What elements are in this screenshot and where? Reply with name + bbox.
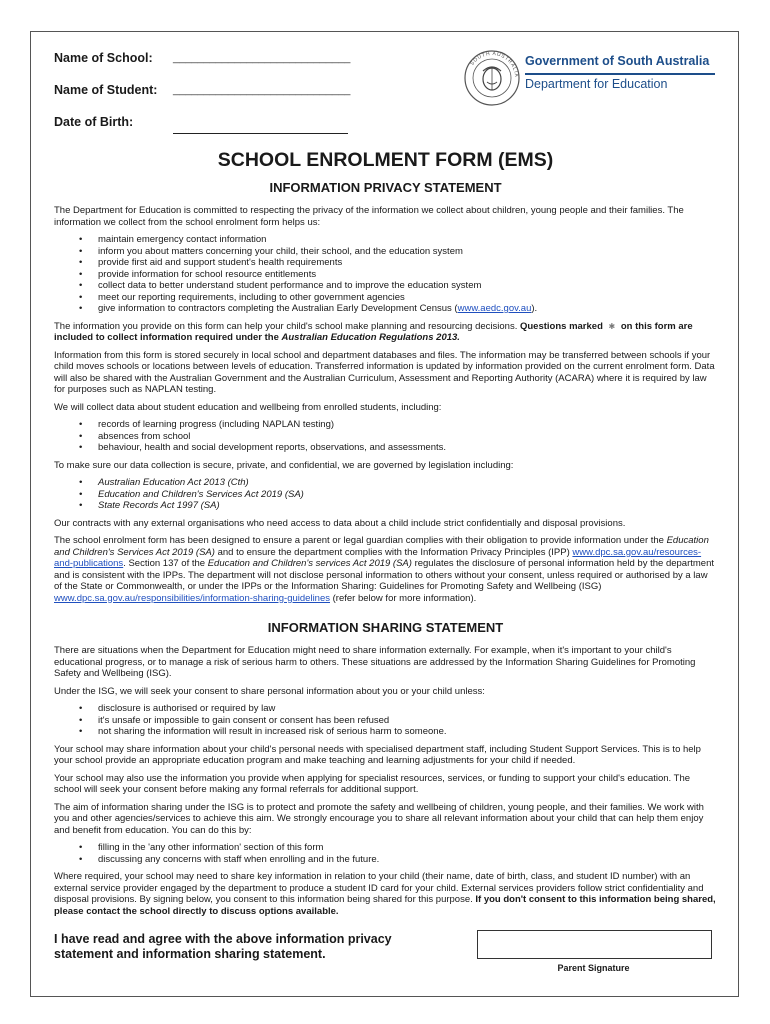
list-item: • collect data to better understand student performance and to improve the education system bbox=[79, 280, 717, 292]
sharing-para-6: Where required, your school may need to share key information in relation to your child (their name, date of birth, class, and student ID number) with an external service provider engaged by the department to produce a student ID card for your child. External services providers follow strict confidentiality and disposal provisions. By signing below, you consent to this information being shared for this purpose. If you don't consent to this information being shared, please contact the school directly to discuss options available. bbox=[54, 871, 716, 917]
asterisk-icon: ✱ bbox=[608, 321, 616, 331]
form-title: SCHOOL ENROLMENT FORM (EMS) bbox=[217, 149, 554, 171]
privacy-statement bbox=[54, 205, 717, 610]
list-item: • Australian Education Act 2013 (Cth) bbox=[79, 477, 717, 489]
aedc-tail: ). bbox=[531, 303, 538, 314]
sharing-para-5: The aim of information sharing under the ISG is to protect and promote the safety and wellbeing of children, young people, and their families. We work with you and other agencies/services to achieve this aim. We strongly encourage you to share all relevant information about your child that can help them enjoy and benefit from education. You can do this by: bbox=[54, 801, 704, 836]
list-item: • behaviour, health and social development reports, observations, and assessments. bbox=[79, 442, 717, 454]
privacy-purpose-list bbox=[54, 234, 717, 315]
sharing-para-4: Your school may also use the information you provide when applying for specialist resources, services, or funding to support your child's education. The school will seek your consent before making any formal referrals for additional support. bbox=[54, 772, 691, 795]
list-item: • it's unsafe or impossible to gain consent or consent has been refused bbox=[79, 715, 717, 727]
privacy-para-7: The school enrolment form has been designed to ensure a parent or legal guardian complies with their obligation to provide information under the Education and Children's Services Act 2019 (SA) and to ensure the department complies with the Information Privacy Principles (IPP) www.dpc.sa.gov.au/resources-and-publications. Section 137 of the Education and Children's services Act 2019 (SA) regulates the disclosure of personal information held by the department and is consistent with the IPPs. The department will not disclose personal information to others without your consent, unless required or authorised by a law of the State or Commonwealth, or under the IPPs or the Information Sharing: Guidelines for Promoting Safety and Wellbeing (ISG) www.dpc.sa.gov.au/responsibilities/information-sharing-guidelines (refer below for more information). bbox=[54, 535, 715, 604]
sharing-para-2: Under the ISG, we will seek your consent to share personal information about you or your child unless: bbox=[54, 685, 485, 697]
list-item: • provide first aid and support student's health requirements bbox=[79, 257, 717, 269]
list-item: • inform you about matters concerning your child, their school, and the education system bbox=[79, 246, 717, 258]
sharing-heading: INFORMATION SHARING STATEMENT bbox=[267, 620, 504, 635]
consent-exceptions-list bbox=[54, 703, 717, 738]
south-australia-crest-icon bbox=[463, 49, 521, 107]
isg-link[interactable]: www.dpc.sa.gov.au/responsibilities/information-sharing-guidelines bbox=[54, 592, 330, 604]
list-item: • disclosure is authorised or required by law bbox=[79, 703, 717, 715]
list-item: • absences from school bbox=[79, 431, 717, 443]
list-item: • provide information for school resource entitlements bbox=[79, 269, 717, 281]
privacy-para-5: To make sure our data collection is secure, private, and confidential, we are governed by legislation including: bbox=[54, 459, 514, 471]
form-page bbox=[30, 31, 739, 997]
list-item: • not sharing the information will result in increased risk of serious harm to someone. bbox=[79, 726, 717, 738]
list-item: • discussing any concerns with staff when enrolling and in the future. bbox=[79, 854, 717, 866]
privacy-para-4: We will collect data about student education and wellbeing from enrolled students, including: bbox=[54, 401, 442, 413]
department-name: Department for Education bbox=[525, 77, 668, 91]
date-of-birth-field[interactable] bbox=[173, 133, 348, 134]
parent-signature-box[interactable] bbox=[477, 930, 712, 959]
aedc-link[interactable]: www.aedc.gov.au bbox=[457, 303, 532, 314]
privacy-heading: INFORMATION PRIVACY STATEMENT bbox=[269, 180, 502, 195]
student-name-label: Name of Student: bbox=[54, 83, 158, 97]
list-item bbox=[79, 303, 717, 315]
list-item: • maintain emergency contact information bbox=[79, 234, 717, 246]
sharing-para-1: There are situations when the Department for Education might need to share information externally. For example, when it's important to your child's educational progress, or to manage a risk of serious harm to others. These situations are addressed by the Information Sharing Guidelines for Promoting Safety and Wellbeing (ISG). bbox=[54, 645, 696, 679]
sharing-statement bbox=[54, 645, 717, 923]
school-name-label: Name of School: bbox=[54, 51, 153, 65]
date-of-birth-label: Date of Birth: bbox=[54, 115, 134, 129]
crest-text: SOUTH AUSTRALIA bbox=[469, 50, 520, 78]
student-name-field[interactable]: _____________________________ bbox=[173, 84, 351, 96]
logo-rule bbox=[525, 73, 715, 75]
school-name-field[interactable]: _____________________________ bbox=[173, 52, 351, 64]
list-item: • filling in the 'any other information' section of this form bbox=[79, 842, 717, 854]
legislation-list bbox=[54, 477, 717, 512]
privacy-para-3: Information from this form is stored securely in local school and department databases and files. The information may be transferred between schools if your child moves schools or locations between levels of education. Transferred information is updated by information provided on the current enrolment form. Data will also be shared with the Australian Government and the Australian Curriculum, Assessment and Reporting Authority (ACARA) where it is required by law for purposes such as NAPLAN testing. bbox=[54, 349, 715, 395]
parent-signature-label: Parent Signature bbox=[557, 963, 630, 973]
list-item: • Education and Children's Services Act 2019 (SA) bbox=[79, 489, 717, 501]
government-logo bbox=[463, 49, 739, 113]
aedc-text: give information to contractors completing the Australian Early Development Census ( bbox=[98, 303, 458, 314]
government-name: Government of South Australia bbox=[525, 54, 710, 68]
student-data-list bbox=[54, 419, 717, 454]
agreement-statement: I have read and agree with the above information privacy statement and information sharing statement. bbox=[54, 932, 392, 961]
list-item: • meet our reporting requirements, including to other government agencies bbox=[79, 292, 717, 304]
privacy-para-6: Our contracts with any external organisations who need access to data about a child include strict confidentially and disposal provisions. bbox=[54, 517, 626, 529]
ipp-link[interactable]: www.dpc.sa.gov.au/resources-and-publications bbox=[54, 546, 702, 569]
privacy-para-2: The information you provide on this form can help your child's school make planning and resourcing decisions. Questions marked ✱ on this form are included to collect information required under the Australian Education Regulations 2013. bbox=[54, 320, 693, 343]
privacy-intro: The Department for Education is committed to respecting the privacy of the information we collect about children, young people and their families. The information we collect from the school enrolment form helps us: bbox=[54, 205, 684, 228]
sharing-methods-list bbox=[54, 842, 717, 865]
sharing-para-3: Your school may share information about your child's personal needs with specialised department staff, including Student Support Services. This is to help your school provide an appropriate education program and make teaching and learning adjustments for your child if needed. bbox=[54, 743, 701, 766]
list-item: • State Records Act 1997 (SA) bbox=[79, 500, 717, 512]
list-item: • records of learning progress (including NAPLAN testing) bbox=[79, 419, 717, 431]
